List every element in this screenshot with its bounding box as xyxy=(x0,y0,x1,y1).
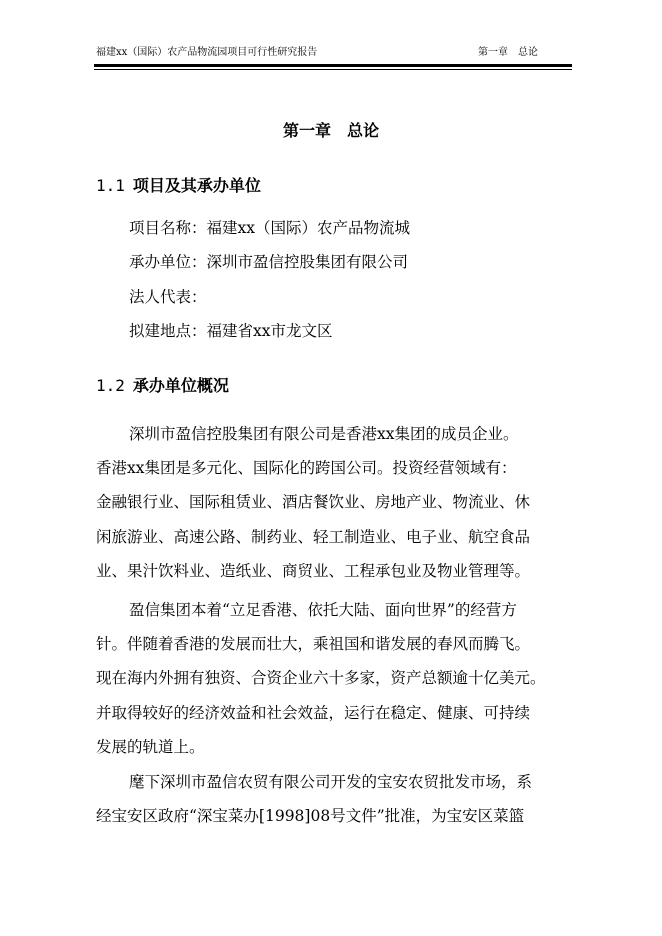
header-title: 福建xx（国际）农产品物流园项目可行性研究报告 xyxy=(96,47,318,58)
running-header xyxy=(96,44,572,62)
paragraph-line: 现在海内外拥有独资、合资企业六十多家，资产总额逾十亿美元。 xyxy=(96,669,546,687)
paragraph-line: 金融银行业、国际租赁业、酒店餐饮业、房地产业、物流业、休 xyxy=(96,493,531,511)
paragraph-line: 发展的轨道上。 xyxy=(96,738,205,756)
section-heading-1-1 xyxy=(96,176,261,196)
legal-rep-line: 法人代表： xyxy=(129,288,207,306)
paragraph-line: 闲旅游业、高速公路、制药业、轻工制造业、电子业、航空食品 xyxy=(96,528,531,546)
paragraph-line: 经宝安区政府“深宝菜办[1998]08号文件”批准，为宝安区菜篮 xyxy=(96,807,525,825)
paragraph-line: 针。伴随着香港的发展而壮大，乘祖国和谐发展的春风而腾飞。 xyxy=(96,635,531,653)
header-rule-thin xyxy=(94,69,572,70)
header-chapter: 第一章 总论 xyxy=(478,47,538,58)
chapter-title: 第一章 总论 xyxy=(282,121,379,140)
header-rule-thick xyxy=(94,64,572,67)
section-title: 项目及其承办单位 xyxy=(132,176,261,195)
section-number: 1.2 xyxy=(96,376,125,395)
section-title: 承办单位概况 xyxy=(132,376,229,395)
paragraph-line: 香港xx集团是多元化、国际化的跨国公司。投资经营领域有： xyxy=(96,459,517,477)
project-name-line: 项目名称：福建xx（国际）农产品物流城 xyxy=(129,219,410,237)
paragraph-line: 麾下深圳市盈信农贸有限公司开发的宝安农贸批发市场，系 xyxy=(129,773,533,791)
paragraph-line: 盈信集团本着“立足香港、依托大陆、面向世界”的经营方 xyxy=(129,601,517,619)
paragraph-line: 深圳市盈信控股集团有限公司是香港xx集团的成员企业。 xyxy=(129,425,519,443)
paragraph-line: 并取得较好的经济效益和社会效益，运行在稳定、健康、可持续 xyxy=(96,704,531,722)
section-number: 1.1 xyxy=(96,176,125,195)
paragraph-line: 业、果汁饮料业、造纸业、商贸业、工程承包业及物业管理等。 xyxy=(96,562,531,580)
location-line: 拟建地点：福建省xx市龙文区 xyxy=(129,322,333,340)
organizer-line: 承办单位：深圳市盈信控股集团有限公司 xyxy=(129,253,409,271)
section-heading-1-2 xyxy=(96,376,229,396)
